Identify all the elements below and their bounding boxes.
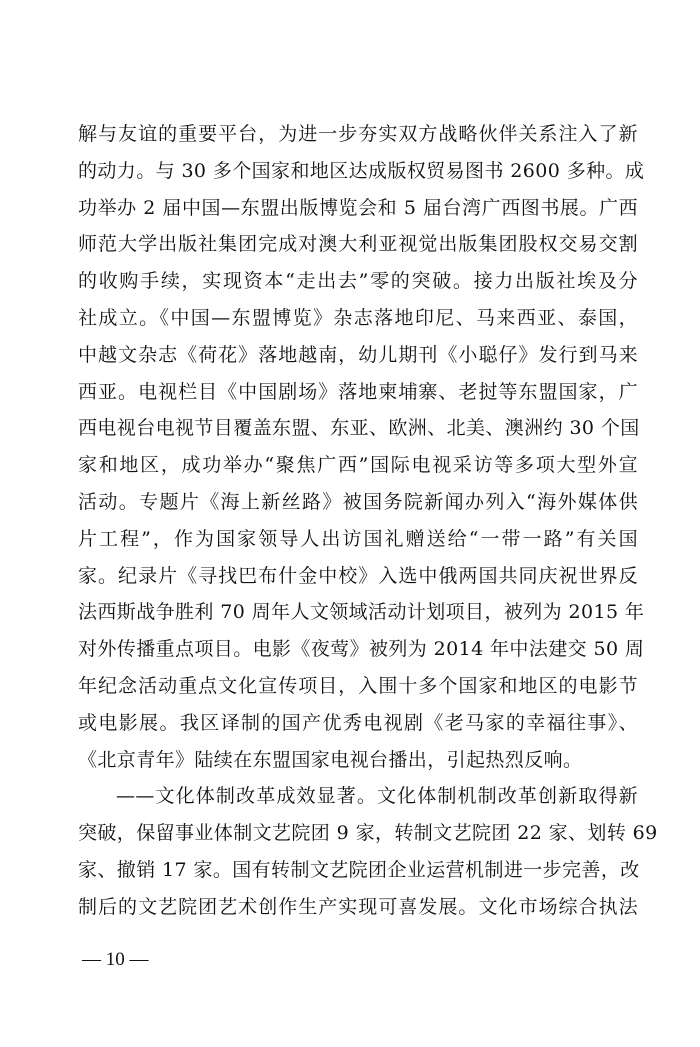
text-line: 家、撤销 17 家。国有转制文艺院团企业运营机制进一步完善，改 [78,858,640,881]
text-line: 社成立。《中国—东盟博览》杂志落地印尼、马来西亚、泰国， [78,306,638,329]
text-line: 中越文杂志《荷花》落地越南，幼儿期刊《小聪仔》发行到马来 [78,343,638,366]
text-line: 突破，保留事业体制文艺院团 9 家，转制文艺院团 22 家、划转 69 [78,822,658,845]
text-line: 《北京青年》陆续在东盟国家电视台播出，引起热烈反响。 [78,748,583,771]
text-line: 年纪念活动重点文化宣传项目，入围十多个国家和地区的电影节 [78,674,638,697]
text-line: 法西斯战争胜利 70 周年人文领域活动计划项目，被列为 2015 年 [78,601,645,624]
page-number: — 10 — [82,949,149,970]
text-line: 的收购手续，实现资本“走出去”零的突破。接力出版社埃及分 [78,270,638,293]
text-line: 制后的文艺院团艺术创作生产实现可喜发展。文化市场综合执法 [78,895,638,918]
text-line: ——文化体制改革成效显著。文化体制机制改革创新取得新 [116,785,638,808]
text-line: 西亚。电视栏目《中国剧场》落地柬埔寨、老挝等东盟国家，广 [78,380,638,403]
text-line: 家和地区，成功举办“聚焦广西”国际电视采访等多项大型外宣 [78,454,638,477]
text-line: 或电影展。我区译制的国产优秀电视剧《老马家的幸福往事》、 [78,711,638,734]
body-text [78,116,658,926]
text-line: 师范大学出版社集团完成对澳大利亚视觉出版集团股权交易交割 [78,233,638,256]
text-line: 西电视台电视节目覆盖东盟、东亚、欧洲、北美、澳洲约 30 个国 [78,417,640,440]
text-line: 的动力。与 30 多个国家和地区达成版权贸易图书 2600 多种。成 [78,159,645,182]
text-line: 对外传播重点项目。电影《夜莺》被列为 2014 年中法建交 50 周 [78,638,645,661]
text-line: 家。纪录片《寻找巴布什金中校》入选中俄两国共同庆祝世界反 [78,564,638,587]
text-line: 活动。专题片《海上新丝路》被国务院新闻办列入“海外媒体供 [78,490,638,513]
text-line: 解与友谊的重要平台，为进一步夯实双方战略伙伴关系注入了新 [78,123,638,145]
text-line: 功举办 2 届中国—东盟出版博览会和 5 届台湾广西图书展。广西 [78,196,638,219]
text-line: 片工程”，作为国家领导人出访国礼赠送给“一带一路”有关国 [78,527,638,550]
